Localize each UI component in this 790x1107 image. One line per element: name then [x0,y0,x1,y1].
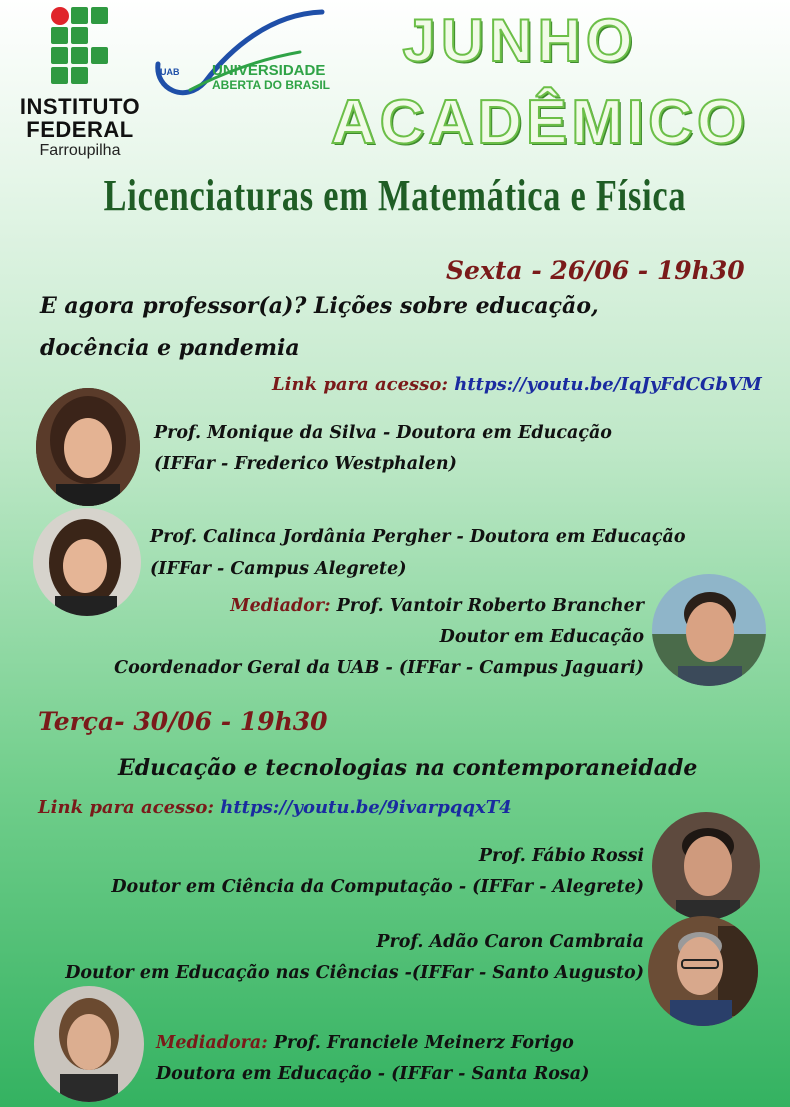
title-line1: JUNHO [402,7,638,74]
event1-speaker1-line1: Prof. Monique da Silva - Doutora em Educação [154,423,612,443]
event2-speaker1-line1: Prof. Fábio Rossi [478,846,644,866]
event1-link-url[interactable]: https://youtu.be/IqJyFdCGbVM [454,374,762,395]
event2-speaker2-line1: Prof. Adão Caron Cambraia [376,932,644,952]
event2-date: Terça- 30/06 - 19h30 [38,707,328,736]
event2-link-url[interactable]: https://youtu.be/9ivarpqqxT4 [220,797,512,818]
speaker-photo-franciele [34,986,144,1102]
event1-speaker2-line1: Prof. Calinca Jordânia Pergher - Doutora em Educação [150,527,686,547]
speaker-photo-vantoir [652,574,766,686]
event1-mediator-line1 [230,591,644,622]
event2-link-label: Link para acesso: [38,797,214,818]
if-logo-name-line2: FEDERAL [26,117,134,142]
speaker-photo-adao [648,916,758,1026]
uab-abbr: UAB [160,67,180,77]
if-logo-red-dot [51,7,69,25]
event2-mediator-label: Mediadora: [156,1033,268,1053]
subtitle: Licenciaturas em Matemática e Física [103,171,687,220]
event2-mediator-name: Prof. Franciele Meinerz Forigo [267,1033,574,1053]
event1-date: Sexta - 26/06 - 19h30 [446,256,745,285]
if-logo-campus: Farroupilha [39,142,121,159]
event1-link-label: Link para acesso: [272,374,448,395]
speaker-photo-monique [36,388,140,506]
uab-name-line1: UNIVERSIDADE [212,62,326,79]
event1-mediator-line3: Coordenador Geral da UAB - (IFFar - Campus Jaguari) [114,658,644,678]
uab-name-line2: ABERTA DO BRASIL [212,78,330,92]
if-logo-name-line1: INSTITUTO [19,94,141,119]
event2-speaker2-line2: Doutor em Educação nas Ciências -(IFFar - Santo Augusto) [65,963,644,983]
event1-link-line [272,374,762,395]
event2-mediator-line2: Doutora em Educação - (IFFar - Santa Rosa) [156,1064,590,1084]
event2-title: Educação e tecnologias na contemporaneidade [118,755,698,781]
speaker-photo-calinca [33,508,141,616]
event1-mediator-label: Mediador: [230,596,331,616]
speaker-photo-fabio [652,812,760,920]
event1-title-line1: E agora professor(a)? Lições sobre educação, [40,293,599,319]
event2-link-line [38,797,512,818]
event1-title-line2: docência e pandemia [40,335,300,361]
title-line2: ACADÊMICO [330,88,750,157]
event2-mediator-line1 [156,1028,574,1059]
event1-mediator-line2: Doutor em Educação [439,627,644,647]
event1-mediator-name: Prof. Vantoir Roberto Brancher [330,596,644,616]
event2-speaker1-line2: Doutor em Ciência da Computação - (IFFar - Alegrete) [111,877,644,897]
event1-speaker1-line2: (IFFar - Frederico Westphalen) [154,454,457,474]
event1-speaker2-line2: (IFFar - Campus Alegrete) [150,559,407,579]
